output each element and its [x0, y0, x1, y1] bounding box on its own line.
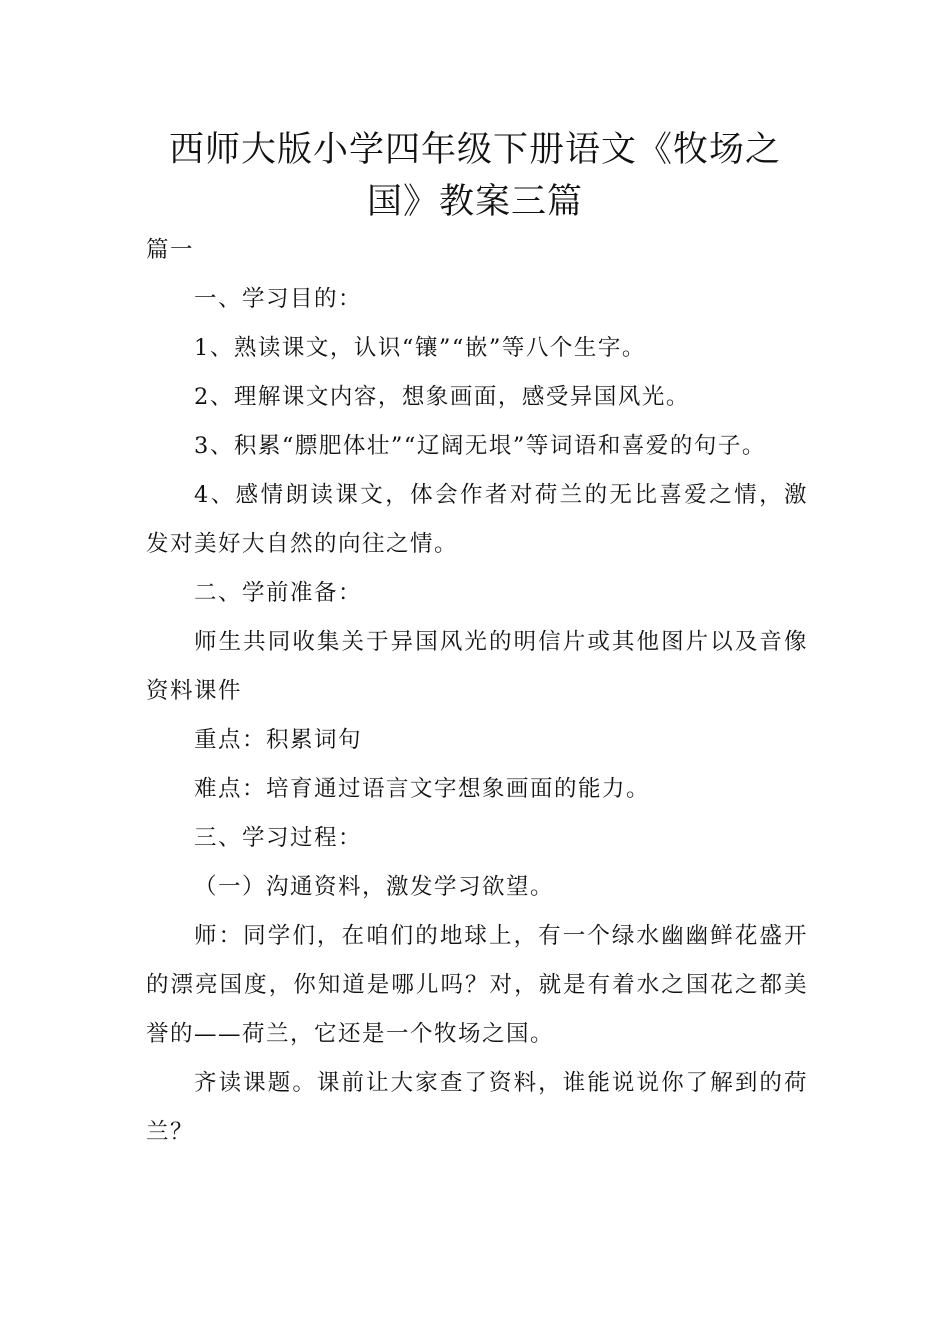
heading-process: 三、学习过程：	[194, 825, 363, 851]
goal-item-1: 1、熟读课文，认识“镶”“嵌”等八个生字。	[194, 335, 646, 361]
reading-instruction: 齐读课题。课前让大家查了资料，谁能说说你了解到的荷兰？	[146, 1070, 808, 1145]
key-point: 重点：积累词句	[194, 727, 363, 753]
goal-item-2: 2、理解课文内容，想象画面，感受异国风光。	[194, 384, 690, 410]
section-heading: 篇一	[146, 237, 195, 263]
document-body	[146, 226, 808, 1157]
goal-item-4: 4、感情朗读课文，体会作者对荷兰的无比喜爱之情，激发对美好大自然的向往之情。	[146, 482, 808, 557]
process-step-1: （一）沟通资料，激发学习欲望。	[194, 874, 555, 900]
heading-learning-goals: 一、学习目的：	[194, 286, 363, 312]
title-line-1: 西师大版小学四年级下册语文《牧场之	[168, 130, 781, 170]
difficult-point: 难点：培育通过语言文字想象画面的能力。	[194, 776, 651, 802]
title-line-2: 国》教案三篇	[366, 182, 583, 222]
document-title	[120, 124, 830, 228]
goal-item-3: 3、积累“膘肥体壮”“辽阔无垠”等词语和喜爱的句子。	[194, 433, 766, 459]
teacher-speech: 师：同学们，在咱们的地球上，有一个绿水幽幽鲜花盛开的漂亮国度，你知道是哪儿吗？对，就是有着水之国花之都美誉的——荷兰，它还是一个牧场之国。	[146, 923, 808, 1047]
preparation-text: 师生共同收集关于异国风光的明信片或其他图片以及音像资料课件	[146, 629, 808, 704]
heading-preparation: 二、学前准备：	[194, 580, 363, 606]
